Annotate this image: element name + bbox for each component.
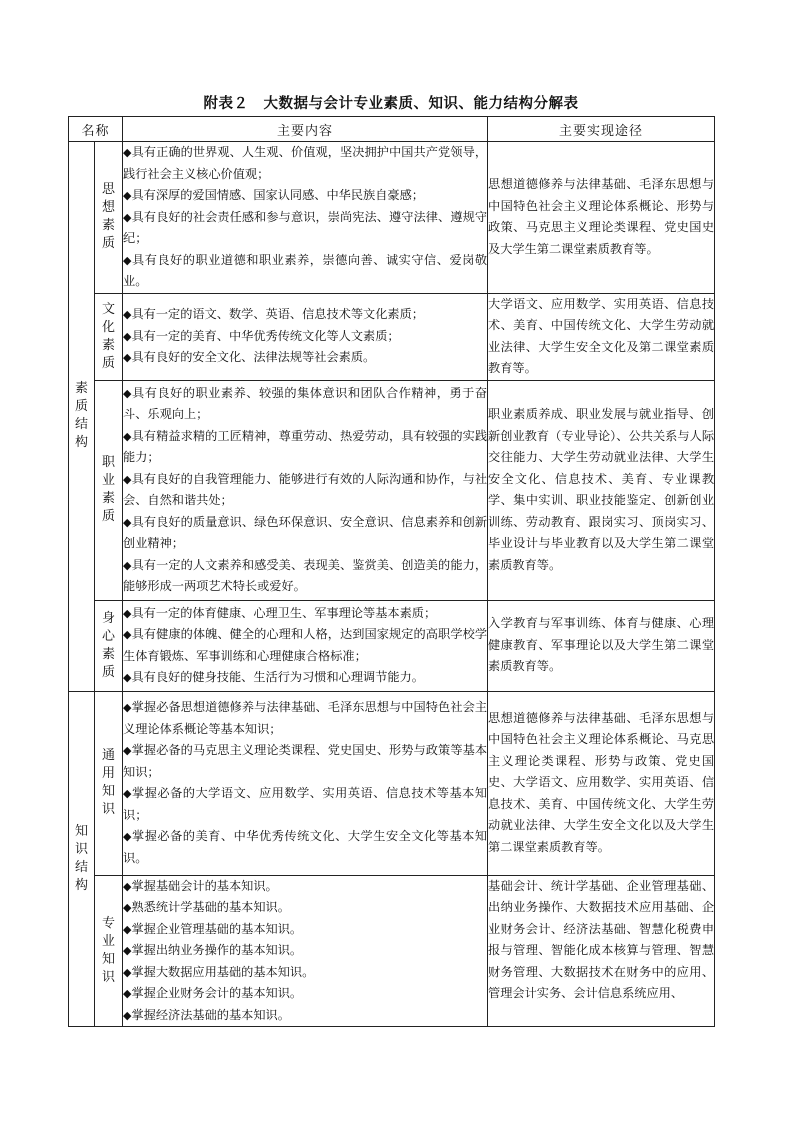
list-item: ◆具有健康的体魄、健全的心理和人格，达到国家规定的高职学校学生体育锻炼、军事训练和心理健康合格标准；	[123, 627, 488, 663]
list-item: ◆具有良好的职业道德和职业素养，崇德向善、诚实守信、爱岗敬业。	[123, 252, 488, 288]
diamond-bullet-icon: ◆	[123, 787, 132, 800]
table-row	[69, 293, 715, 380]
path-cell: 入学教育与军事训练、体育与健康、心理健康教育、军事理论以及大学生第二课堂素质教育等。	[488, 600, 715, 691]
list-item: ◆掌握必备思想道德修养与法律基础、毛泽东思想与中国特色社会主义理论体系概论等基本知识；	[123, 700, 488, 736]
content-cell	[123, 691, 488, 875]
subcategory-cell	[95, 380, 123, 600]
diamond-bullet-icon: ◆	[123, 189, 132, 202]
subcategory-label: 职业素质	[101, 455, 115, 524]
diamond-bullet-icon: ◆	[123, 472, 132, 486]
section-cell	[69, 142, 95, 692]
header-content: 主要内容	[123, 117, 488, 142]
diamond-bullet-icon: ◆	[123, 515, 132, 529]
subcategory-cell	[95, 875, 123, 1027]
list-item: ◆掌握基础会计的基本知识。	[123, 878, 278, 893]
diamond-bullet-icon: ◆	[123, 628, 132, 641]
list-item: ◆掌握企业管理基础的基本知识。	[123, 921, 303, 936]
diamond-bullet-icon: ◆	[123, 386, 132, 400]
content-cell	[123, 380, 488, 600]
content-cell	[123, 600, 488, 691]
diamond-bullet-icon: ◆	[123, 879, 132, 893]
list-item: ◆具有良好的质量意识、绿色环保意识、安全意识、信息素养和创新创业精神；	[123, 514, 488, 550]
list-item: ◆具有精益求精的工匠精神，尊重劳动、热爱劳动，具有较强的实践能力；	[123, 428, 488, 464]
header-row	[69, 117, 715, 142]
diamond-bullet-icon: ◆	[123, 146, 132, 159]
diamond-bullet-icon: ◆	[123, 429, 132, 443]
subcategory-cell	[95, 293, 123, 380]
section-label: 素质结构	[74, 381, 88, 451]
subcategory-label: 文化素质	[101, 301, 115, 371]
diamond-bullet-icon: ◆	[123, 308, 132, 322]
subcategory-label: 专业知识	[101, 915, 115, 985]
subcategory-label: 通用知识	[101, 748, 115, 817]
content-cell	[123, 875, 488, 1027]
list-item: ◆掌握必备的大学语文、应用数学、实用英语、信息技术等基本知识；	[123, 786, 488, 822]
diamond-bullet-icon: ◆	[123, 329, 132, 343]
list-item: ◆熟悉统计学基础的基本知识。	[123, 900, 290, 914]
diamond-bullet-icon: ◆	[123, 210, 132, 224]
diamond-bullet-icon: ◆	[123, 351, 132, 365]
header-name: 名称	[69, 117, 123, 142]
table-row	[69, 142, 715, 294]
list-item: ◆掌握必备的马克思主义理论类课程、党史国史、形势与政策等基本知识；	[123, 743, 488, 779]
subcategory-cell	[95, 600, 123, 691]
structure-table	[68, 116, 715, 1027]
list-item: ◆掌握大数据应用基础的基本知识。	[123, 964, 315, 979]
content-cell	[123, 293, 488, 380]
path-cell: 基础会计、统计学基础、企业管理基础、出纳业务操作、大数据技术应用基础、企业财务会计、经济法基础、智慧化税费申报与管理、智能化成本核算与管理、智慧财务管理、大数据技术在财务中的应用、管理会计实务、会计信息系统应用、	[488, 875, 715, 1027]
list-item: ◆具有良好的职业素养、较强的集体意识和团队合作精神，勇于奋斗、乐观向上；	[123, 385, 488, 421]
path-cell: 大学语文、应用数学、实用英语、信息技术、美育、中国传统文化、大学生劳动就业法律、大学生安全文化及第二课堂素质教育等。	[488, 293, 715, 380]
subcategory-cell	[95, 142, 123, 294]
list-item: ◆具有深厚的爱国情感、国家认同感、中华民族自豪感；	[123, 188, 424, 202]
diamond-bullet-icon: ◆	[123, 253, 132, 267]
list-item: ◆掌握经济法基础的基本知识。	[123, 1007, 290, 1022]
table-row	[69, 691, 715, 875]
diamond-bullet-icon: ◆	[123, 671, 132, 684]
diamond-bullet-icon: ◆	[123, 606, 132, 620]
header-path: 主要实现途径	[488, 117, 715, 142]
table-row	[69, 380, 715, 600]
subcategory-label: 身心素质	[101, 610, 115, 680]
list-item: ◆掌握出纳业务操作的基本知识。	[123, 943, 303, 957]
table-row	[69, 875, 715, 1027]
content-cell	[123, 142, 488, 294]
subcategory-cell	[95, 691, 123, 875]
list-item: ◆具有一定的人文素养和感受美、表现美、鉴赏美、创造美的能力，能够形成一两项艺术特长或爱好。	[123, 557, 488, 593]
diamond-bullet-icon: ◆	[123, 987, 132, 1000]
diamond-bullet-icon: ◆	[123, 901, 132, 914]
diamond-bullet-icon: ◆	[123, 744, 132, 757]
path-cell: 思想道德修养与法律基础、毛泽东思想与中国特色社会主义理论体系概论、马克思主义理论类课程、形势与政策、党史国史、大学语文、应用数学、实用英语、信息技术、美育、中国传统文化、大学生劳动就业法律、大学生安全文化以及大学生第二课堂素质教育等。	[488, 691, 715, 875]
section-cell	[69, 691, 95, 1027]
list-item: ◆具有一定的美育、中华优秀传统文化等人文素质；	[123, 328, 400, 343]
diamond-bullet-icon: ◆	[123, 830, 132, 843]
diamond-bullet-icon: ◆	[123, 558, 132, 572]
diamond-bullet-icon: ◆	[123, 965, 132, 979]
list-item: ◆具有一定的体育健康、心理卫生、军事理论等基本素质；	[123, 605, 437, 620]
list-item: ◆具有良好的社会责任感和参与意识，崇尚宪法、遵守法律、遵规守纪；	[123, 209, 488, 245]
table-caption: 附表２ 大数据与会计专业素质、知识、能力结构分解表	[203, 96, 579, 112]
diamond-bullet-icon: ◆	[123, 1008, 132, 1022]
list-item: ◆具有一定的语文、数学、英语、信息技术等文化素质；	[123, 307, 424, 322]
list-item: ◆具有良好的自我管理能力、能够进行有效的人际沟通和协作，与社会、自然和谐共处；	[123, 471, 488, 507]
list-item: ◆具有良好的安全文化、法律法规等社会素质。	[123, 350, 376, 365]
list-item: ◆具有良好的健身技能、生活行为习惯和心理调节能力。	[123, 670, 424, 684]
diamond-bullet-icon: ◆	[123, 922, 132, 936]
path-cell: 思想道德修养与法律基础、毛泽东思想与中国特色社会主义理论体系概论、形势与政策、马克思主义理论类课程、党史国史及大学生第二课堂素质教育等。	[488, 142, 715, 294]
list-item: ◆具有正确的世界观、人生观、价值观，坚决拥护中国共产党领导，践行社会主义核心价值观；	[123, 145, 488, 181]
subcategory-label: 思想素质	[101, 182, 115, 252]
diamond-bullet-icon: ◆	[123, 701, 132, 714]
path-cell: 职业素质养成、职业发展与就业指导、创新创业教育（专业导论）、公共关系与人际交往能力、大学生劳动就业法律、大学生安全文化、信息技术、美育、专业课教学、集中实训、职业技能鉴定、创新创业训练、劳动教育、跟岗实习、顶岗实习、毕业设计与毕业教育以及大学生第二课堂素质教育等。	[488, 380, 715, 600]
list-item: ◆掌握企业财务会计的基本知识。	[123, 986, 303, 1000]
table-row	[69, 600, 715, 691]
section-label: 知识结构	[74, 823, 88, 893]
diamond-bullet-icon: ◆	[123, 944, 132, 957]
list-item: ◆掌握必备的美育、中华优秀传统文化、大学生安全文化等基本知识。	[123, 829, 488, 865]
